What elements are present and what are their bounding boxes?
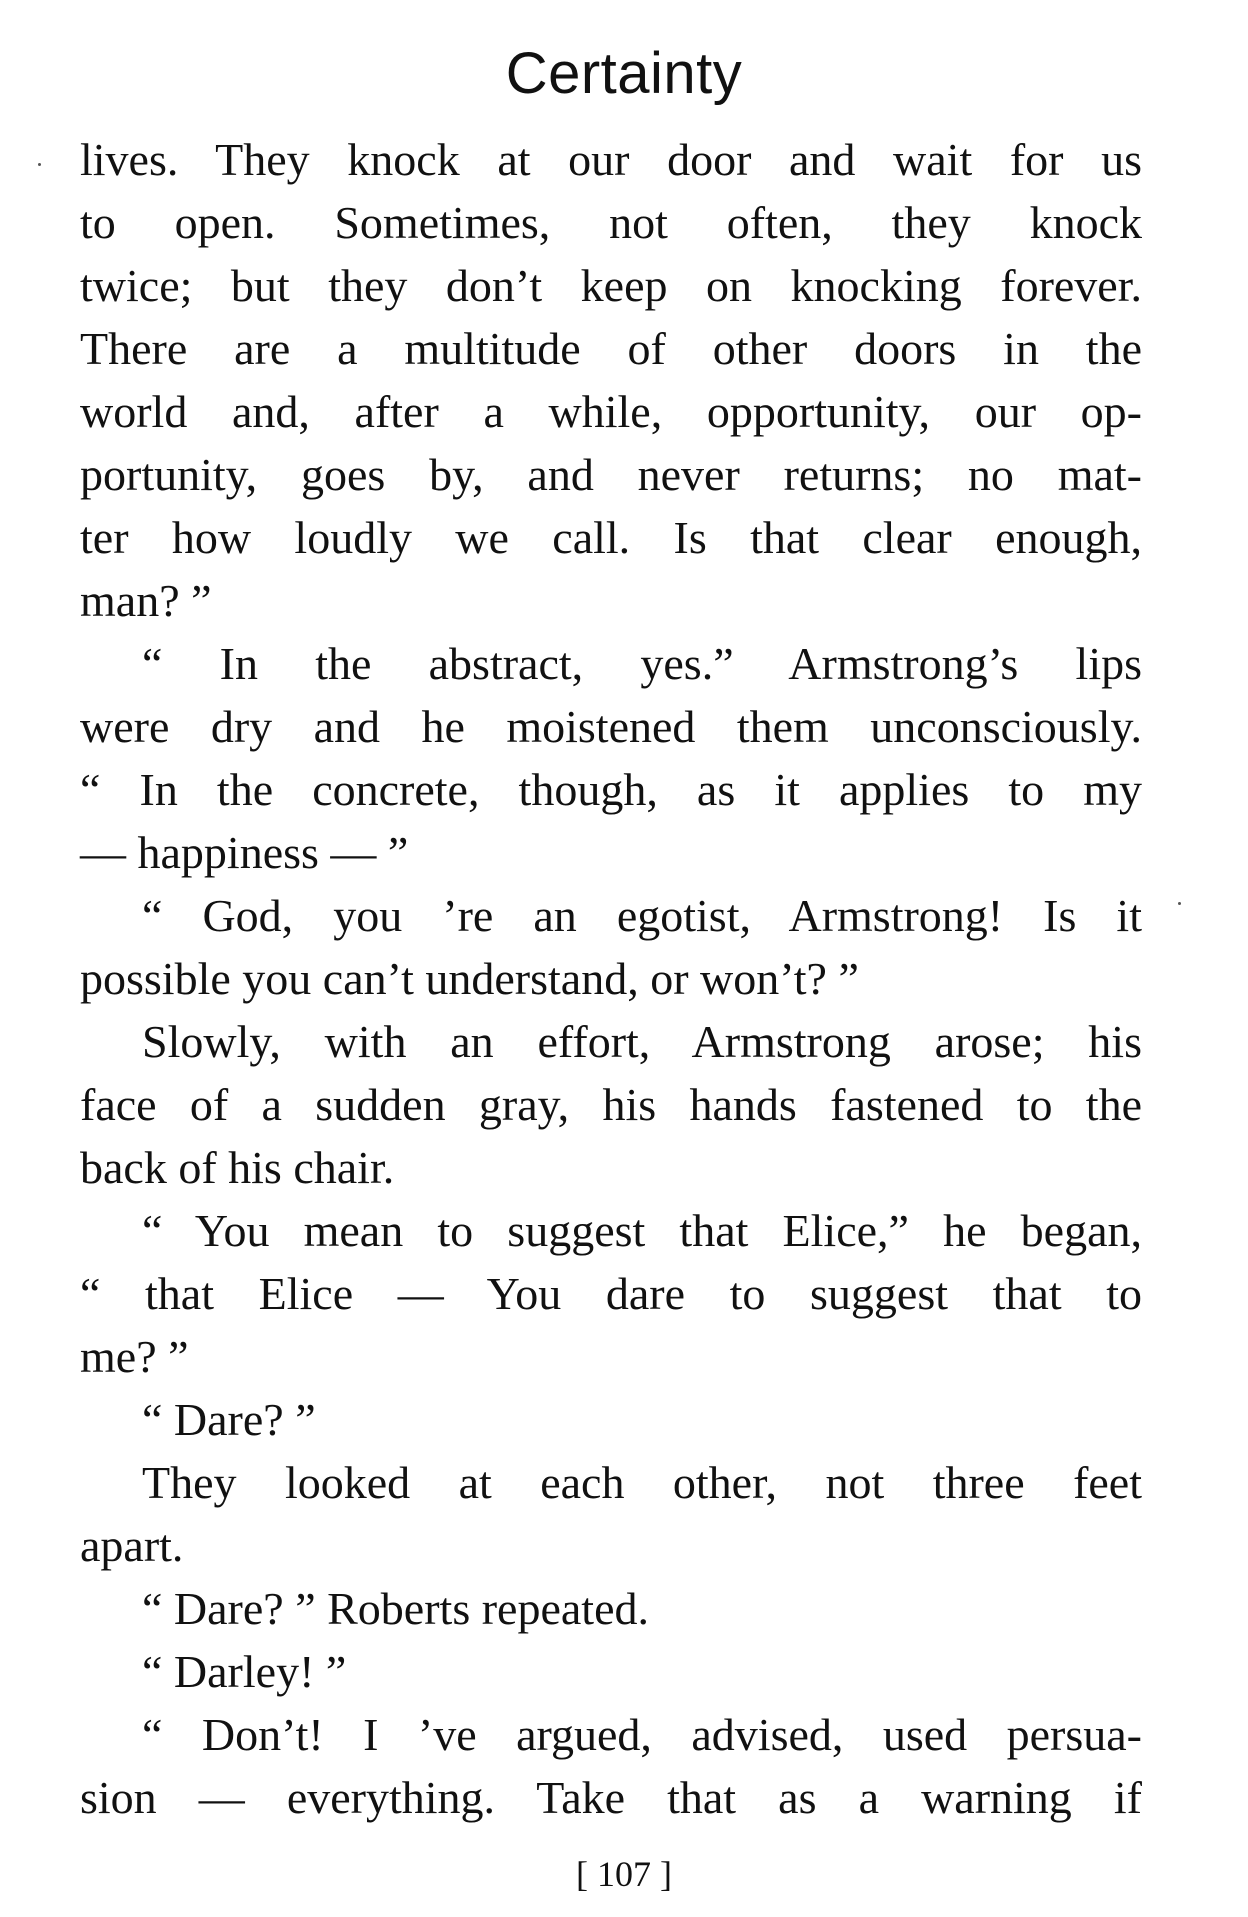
- text-line: “ In the abstract, yes.” Armstrong’s lips: [142, 638, 1142, 689]
- body-text: [80, 128, 1142, 1829]
- text-line: Slowly, with an effort, Armstrong arose; his: [142, 1016, 1142, 1067]
- text-line: There are a multitude of other doors in the: [80, 323, 1142, 374]
- text-line: me? ”: [80, 1331, 189, 1382]
- page-number: [ 107 ]: [576, 1854, 672, 1894]
- text-line: back of his chair.: [80, 1142, 395, 1193]
- text-line: “ In the concrete, though, as it applies to my: [80, 764, 1142, 815]
- running-head: Certainty: [505, 41, 743, 106]
- ink-speck: [1178, 902, 1181, 905]
- text-line: “ You mean to suggest that Elice,” he began,: [142, 1205, 1142, 1256]
- text-line: sion — everything. Take that as a warning if: [80, 1772, 1142, 1823]
- text-line: “ that Elice — You dare to suggest that to: [80, 1268, 1142, 1319]
- text-line: face of a sudden gray, his hands fastened to the: [80, 1079, 1142, 1130]
- text-line: apart.: [80, 1520, 184, 1571]
- text-line: twice; but they don’t keep on knocking forever.: [80, 260, 1142, 311]
- text-line: were dry and he moistened them unconsciously.: [80, 701, 1142, 752]
- text-line: world and, after a while, opportunity, our op-: [80, 386, 1142, 437]
- text-line: ter how loudly we call. Is that clear enough,: [80, 512, 1142, 563]
- text-line: lives. They knock at our door and wait for us: [80, 134, 1142, 185]
- ink-speck: [38, 163, 41, 166]
- text-line: man? ”: [80, 575, 212, 626]
- text-line: to open. Sometimes, not often, they knock: [80, 197, 1142, 248]
- text-line: “ Don’t! I ’ve argued, advised, used persua-: [142, 1709, 1142, 1760]
- text-line: “ Dare? ” Roberts repeated.: [142, 1583, 649, 1634]
- text-line: portunity, goes by, and never returns; no mat-: [80, 449, 1142, 500]
- text-line: — happiness — ”: [80, 827, 409, 878]
- text-line: “ Darley! ”: [142, 1646, 347, 1697]
- text-line: “ God, you ’re an egotist, Armstrong! Is it: [142, 890, 1142, 941]
- text-line: possible you can’t understand, or won’t? ”: [80, 953, 859, 1004]
- text-line: “ Dare? ”: [142, 1394, 316, 1445]
- text-line: They looked at each other, not three feet: [142, 1457, 1142, 1508]
